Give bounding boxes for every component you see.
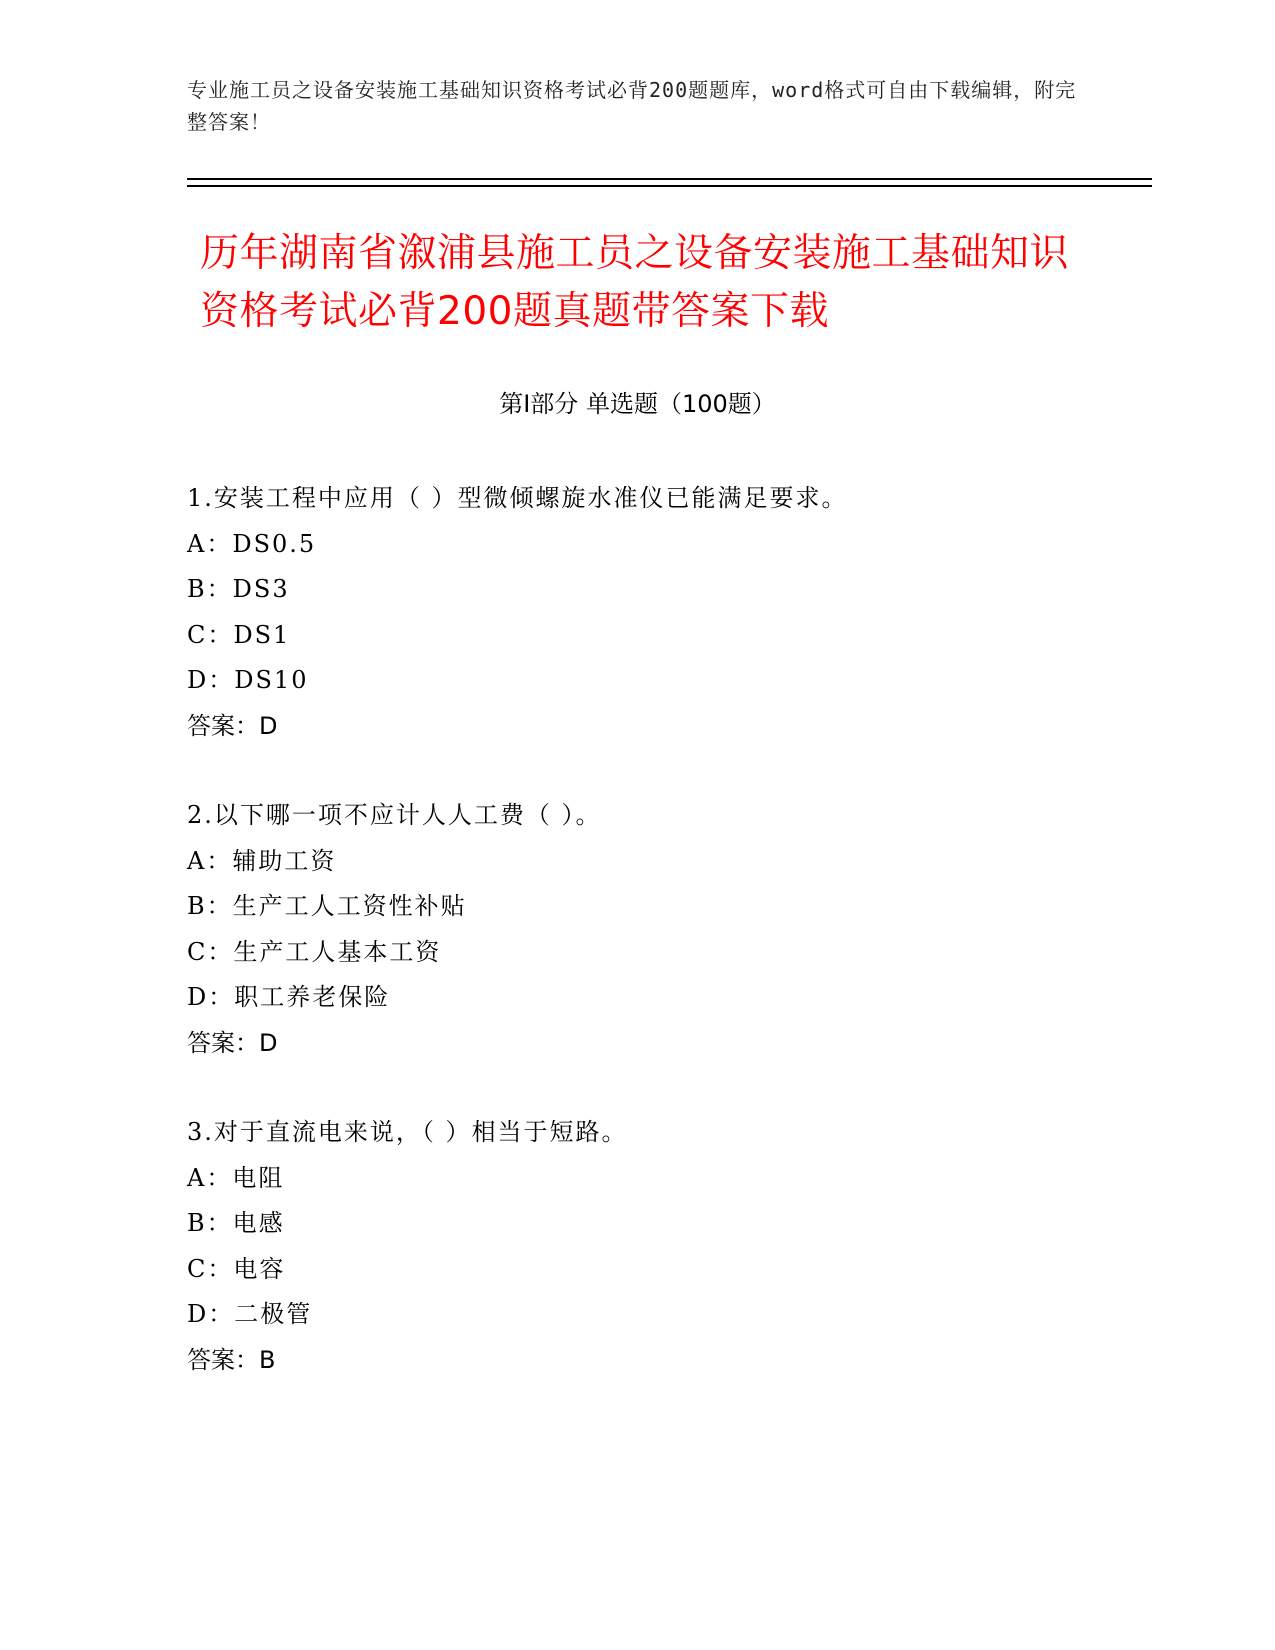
option-a: A：辅助工资: [187, 846, 337, 875]
option-d: D：二极管: [187, 1300, 313, 1328]
question-list: [187, 476, 1137, 1427]
answer: 答案：B: [187, 1345, 276, 1374]
option-a: A：DS0.5: [187, 529, 317, 558]
option-d: D：DS10: [187, 666, 309, 694]
option-c: C：DS1: [187, 620, 291, 649]
question-stem: 1.安装工程中应用（ ）型微倾螺旋水准仪已能满足要求。: [187, 484, 848, 512]
question-1: [187, 476, 1137, 749]
answer: 答案：D: [187, 711, 278, 740]
question-stem: 2.以下哪一项不应计人人工费（ ）。: [187, 801, 602, 829]
question-2: [187, 793, 1137, 1066]
question-3: [187, 1110, 1137, 1383]
option-a: A：电阻: [187, 1163, 285, 1192]
header-rule-bottom: [187, 185, 1152, 187]
question-stem: 3.对于直流电来说，（ ）相当于短路。: [187, 1118, 628, 1146]
answer: 答案：D: [187, 1028, 278, 1057]
option-b: B：电感: [187, 1209, 285, 1237]
option-c: C：生产工人基本工资: [187, 937, 442, 966]
document-title: 历年湖南省溆浦县施工员之设备安装施工基础知识资格考试必背200题真题带答案下载: [200, 231, 1070, 334]
option-c: C：电容: [187, 1254, 286, 1283]
section-title: 第Ⅰ部分 单选题（100题）: [499, 390, 776, 418]
option-b: B：生产工人工资性补贴: [187, 892, 467, 920]
option-b: B：DS3: [187, 575, 290, 603]
header-rule-top: [187, 178, 1152, 180]
option-d: D：职工养老保险: [187, 983, 391, 1011]
header-note: 专业施工员之设备安装施工基础知识资格考试必背200题题库，word格式可自由下载编辑，附完整答案！: [187, 78, 1077, 134]
